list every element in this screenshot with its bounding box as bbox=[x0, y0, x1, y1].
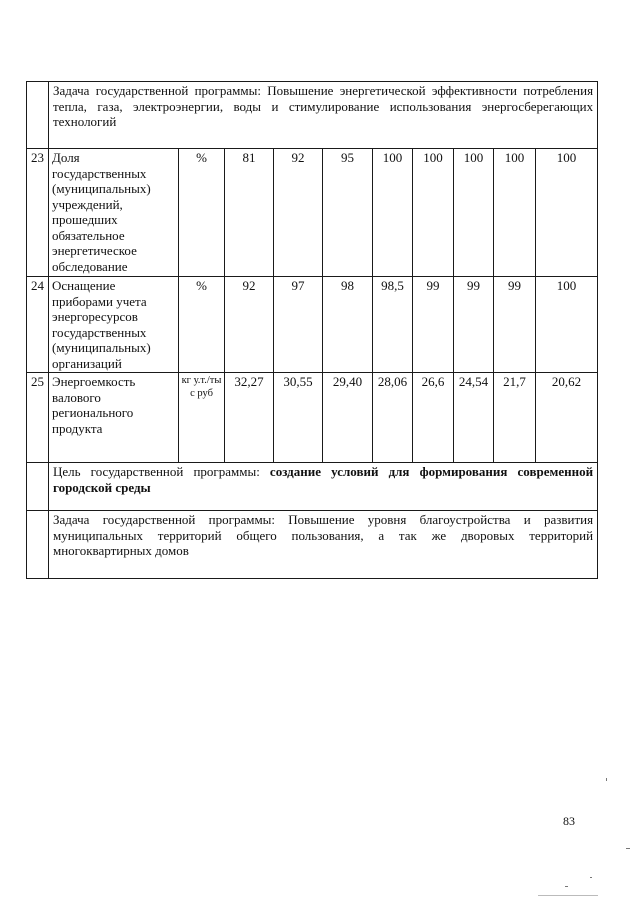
scan-speck bbox=[565, 886, 568, 887]
value-cell: 92 bbox=[225, 277, 274, 373]
goal-row bbox=[27, 463, 598, 511]
page-number: 83 bbox=[563, 814, 575, 828]
value-cell: 29,40 bbox=[323, 373, 373, 463]
empty-num-cell bbox=[27, 82, 49, 149]
scan-speck bbox=[590, 877, 592, 878]
scan-speck bbox=[606, 778, 607, 781]
task-energy-text: Задача государственной программы: Повышение энергетической эффективности потребления тепла, газа, электроэнергии, воды и стимулирование использования энергосберегающих технологий bbox=[49, 82, 598, 149]
empty-num-cell bbox=[27, 463, 49, 511]
value-cell: 97 bbox=[274, 277, 323, 373]
value-cell: 99 bbox=[494, 277, 536, 373]
value-cell: 98 bbox=[323, 277, 373, 373]
unit-cell: % bbox=[179, 149, 225, 277]
scan-speck bbox=[626, 848, 630, 849]
goal-prefix: Цель государственной программы: bbox=[53, 464, 270, 479]
indicator-name: Энергоемкость валового регионального продукта bbox=[49, 373, 179, 463]
task-improvement-text: Задача государственной программы: Повышение уровня благоустройства и развития муниципальных территорий общего пользования, а так же дворовых территорий многоквартирных домов bbox=[49, 511, 598, 579]
value-cell: 30,55 bbox=[274, 373, 323, 463]
value-cell: 99 bbox=[454, 277, 494, 373]
empty-num-cell bbox=[27, 511, 49, 579]
indicator-name: Оснащение приборами учета энергоресурсов государственных (муниципальных) организаций bbox=[49, 277, 179, 373]
goal-bold-text: создание условий для формирования современной городской среды bbox=[53, 464, 594, 495]
row-number: 25 bbox=[27, 373, 49, 463]
value-cell: 20,62 bbox=[536, 373, 598, 463]
value-cell: 32,27 bbox=[225, 373, 274, 463]
value-cell: 100 bbox=[373, 149, 413, 277]
value-cell: 100 bbox=[454, 149, 494, 277]
value-cell: 100 bbox=[413, 149, 454, 277]
value-cell: 92 bbox=[274, 149, 323, 277]
value-cell: 26,6 bbox=[413, 373, 454, 463]
table-row bbox=[27, 149, 598, 277]
value-cell: 21,7 bbox=[494, 373, 536, 463]
value-cell: 98,5 bbox=[373, 277, 413, 373]
goal-text bbox=[49, 463, 598, 511]
indicators-table bbox=[26, 81, 598, 579]
unit-cell: % bbox=[179, 277, 225, 373]
task-row-energy bbox=[27, 82, 598, 149]
value-cell: 99 bbox=[413, 277, 454, 373]
indicator-name: Доля государственных (муниципальных) учреждений, прошедших обязательное энергетическое обследование bbox=[49, 149, 179, 277]
row-number: 23 bbox=[27, 149, 49, 277]
scan-line bbox=[538, 895, 598, 896]
value-cell: 28,06 bbox=[373, 373, 413, 463]
value-cell: 95 bbox=[323, 149, 373, 277]
table-row bbox=[27, 277, 598, 373]
value-cell: 81 bbox=[225, 149, 274, 277]
value-cell: 100 bbox=[536, 277, 598, 373]
value-cell: 100 bbox=[494, 149, 536, 277]
value-cell: 24,54 bbox=[454, 373, 494, 463]
unit-cell: кг у.т./ты с руб bbox=[179, 373, 225, 463]
task-row-improvement bbox=[27, 511, 598, 579]
row-number: 24 bbox=[27, 277, 49, 373]
table-row bbox=[27, 373, 598, 463]
value-cell: 100 bbox=[536, 149, 598, 277]
